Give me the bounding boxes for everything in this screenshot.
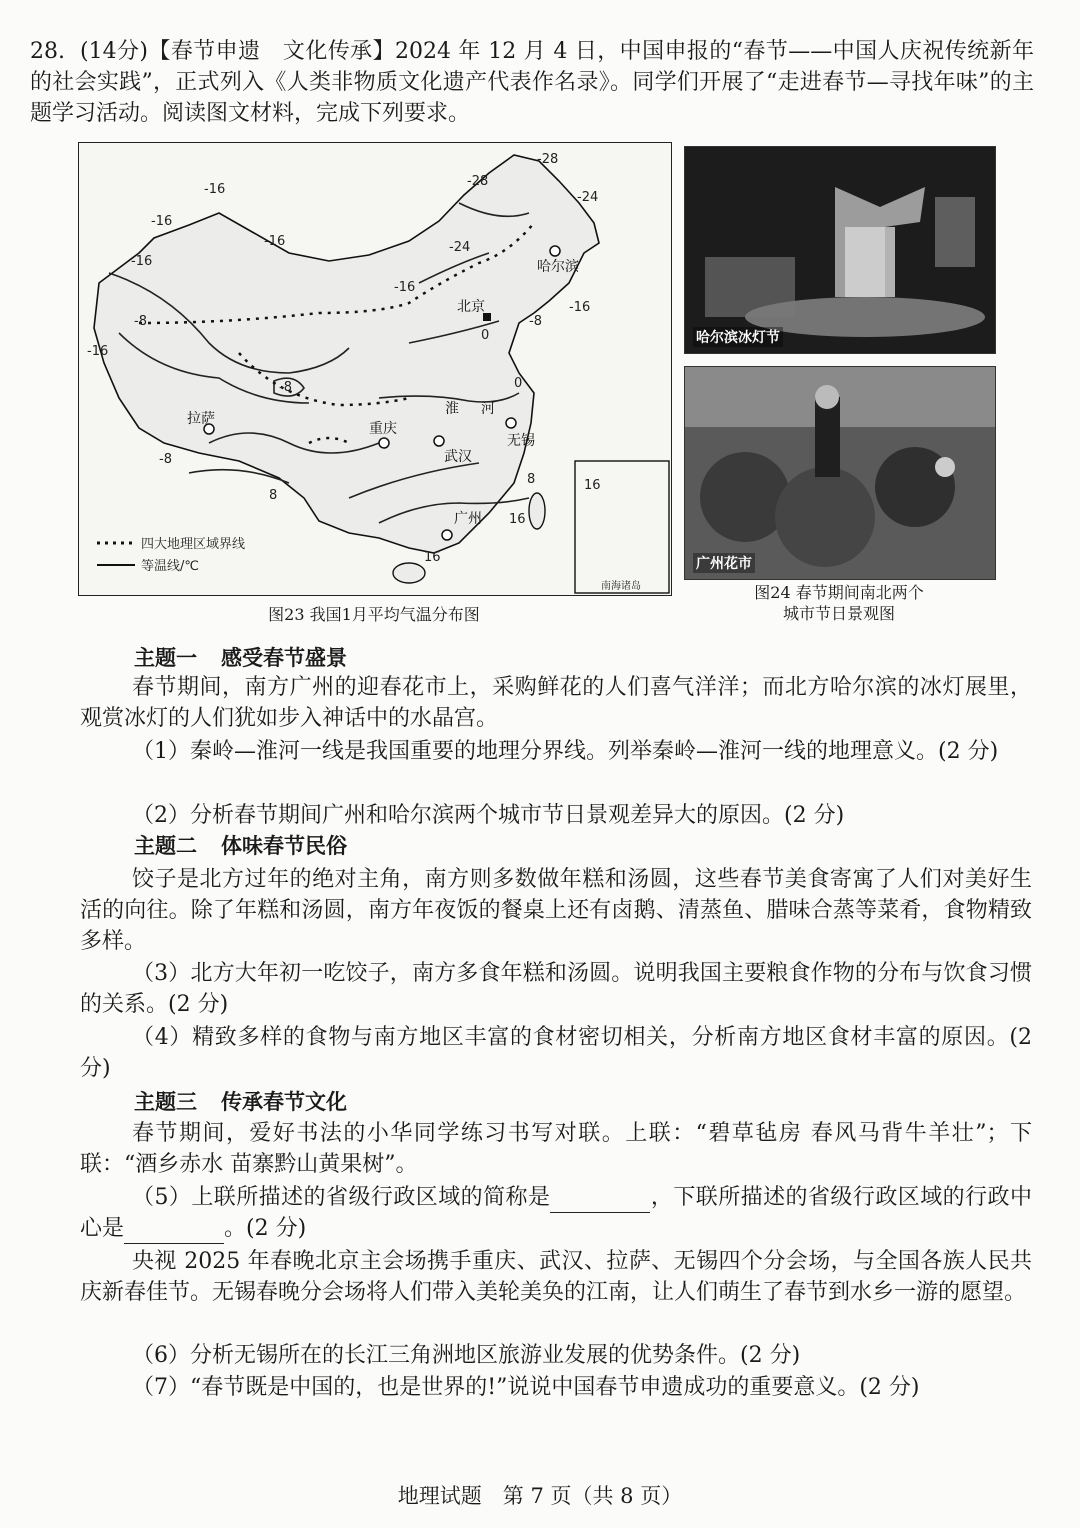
map-legend [97, 536, 245, 574]
isotherm-label: -8 [279, 380, 292, 395]
theme2-title: 体味春节民俗 [221, 834, 347, 858]
isotherm-label: -28 [467, 174, 489, 189]
question-5-part-b: ，下联所描述的省级行政区域的行政中心是 [80, 1185, 1032, 1241]
question-5-part-c: 。(2 分) [224, 1216, 307, 1241]
city-label: 哈尔滨 [537, 259, 579, 275]
question-5 [80, 1182, 1032, 1244]
isotherm-label: -16 [204, 182, 226, 197]
isotherm-label: -8 [529, 314, 542, 329]
isotherm-label: -16 [87, 344, 109, 359]
taiwan-island [529, 493, 545, 529]
south-sea-inset-label: 南海诸岛 [601, 581, 641, 592]
river-label: 淮 [445, 401, 459, 417]
isotherm-label: -16 [151, 214, 173, 229]
legend-boundary-label: 四大地理区域界线 [141, 537, 246, 552]
page-footer: 地理试题 第 7 页（共 8 页） [397, 1484, 683, 1508]
question-4: （4）精致多样的食物与南方地区丰富的食材密切相关，分析南方地区食材丰富的原因。(2 分) [80, 1025, 1032, 1081]
theme1-number: 主题一 [134, 646, 197, 670]
isotherm-label: -24 [577, 190, 599, 205]
guangzhou-flower-market-photo [684, 366, 996, 580]
isotherm-label: -16 [569, 300, 591, 315]
theme1-heading [134, 642, 347, 672]
city-label: 武汉 [444, 449, 472, 465]
theme3-text: 春节期间，爱好书法的小华同学练习书写对联。上联：“碧草毡房 春风马背牛羊壮”；下联：“酒乡赤水 苗寨黔山黄果树”。 [80, 1121, 1032, 1177]
photo-caption-line1: 图24 春节期间南北两个 [754, 583, 924, 602]
question-1: （1）秦岭—淮河一线是我国重要的地理分界线。列举秦岭—淮河一线的地理意义。(2 分) [132, 739, 999, 764]
hainan-island [393, 563, 425, 583]
map-caption: 图23 我国1月平均气温分布图 [268, 605, 480, 624]
theme3-title: 传承春节文化 [221, 1090, 347, 1114]
isotherm-label: -24 [449, 240, 471, 255]
harbin-ice-festival-photo [684, 146, 996, 354]
isotherm-label: -8 [134, 314, 147, 329]
answer-blank-1[interactable] [550, 1192, 650, 1213]
harbin-photo-label: 哈尔滨冰灯节 [693, 327, 783, 347]
theme1-title: 感受春节盛景 [221, 646, 347, 670]
river-label: 河 [481, 401, 495, 417]
isotherm-label: 8 [527, 472, 536, 487]
temperature-map [78, 142, 672, 596]
isotherm-label: 16 [509, 512, 526, 527]
question-2: （2）分析春节期间广州和哈尔滨两个城市节日景观差异大的原因。(2 分) [132, 803, 845, 828]
isotherm-label: 0 [481, 328, 490, 343]
map-svg [79, 143, 671, 595]
question-6: （6）分析无锡所在的长江三角洲地区旅游业发展的优势条件。(2 分) [132, 1343, 801, 1368]
legend-isotherm-label: 等温线/℃ [141, 559, 199, 574]
isotherm-label: -8 [159, 452, 172, 467]
answer-blank-2[interactable] [124, 1223, 224, 1244]
city-label: 北京 [457, 299, 485, 315]
isotherm-label: 0 [514, 376, 523, 391]
question-7: （7）“春节既是中国的，也是世界的!”说说中国春节申遗成功的重要意义。(2 分) [132, 1375, 920, 1400]
photo-caption [684, 582, 994, 624]
isotherm-label: -16 [394, 280, 416, 295]
isotherm-label: -28 [537, 152, 559, 167]
theme3-text-2: 央视 2025 年春晚北京主会场携手重庆、武汉、拉萨、无锡四个分会场，与全国各族人民共庆新春佳节。无锡春晚分会场将人们带入美轮美奂的江南，让人们萌生了春节到水乡一游的愿望。 [80, 1249, 1032, 1305]
isotherm-label: 16 [424, 550, 441, 565]
question-3: （3）北方大年初一吃饺子，南方多食年糕和汤圆。说明我国主要粮食作物的分布与饮食习惯的关系。(2 分) [80, 961, 1032, 1017]
photo-caption-line2: 城市节日景观图 [782, 604, 895, 623]
isotherm-label: -16 [131, 254, 153, 269]
city-label: 重庆 [369, 421, 397, 437]
theme1-text: 春节期间，南方广州的迎春花市上，采购鲜花的人们喜气洋洋；而北方哈尔滨的冰灯展里，观赏冰灯的人们犹如步入神话中的水晶宫。 [80, 675, 1032, 731]
city-label: 广州 [454, 511, 482, 527]
question-intro [30, 36, 1034, 129]
city-label: 拉萨 [187, 411, 215, 427]
theme3-heading [134, 1086, 347, 1116]
isotherm-label: 16 [584, 478, 601, 493]
theme2-number: 主题二 [134, 834, 197, 858]
question-intro-text: (14分)【春节申遗 文化传承】2024 年 12 月 4 日，中国申报的“春节——中国人庆祝传统新年的社会实践”，正式列入《人类非物质文化遗产代表作名录》。同学们开展了“走进春节—寻找年味”的主题学习活动。阅读图文材料，完成下列要求。 [30, 39, 1034, 126]
city-label: 无锡 [507, 433, 535, 449]
isotherm-label: -16 [264, 234, 286, 249]
theme2-heading [134, 830, 347, 860]
guangzhou-photo-label: 广州花市 [693, 553, 755, 573]
isotherm-label: 8 [269, 488, 278, 503]
question-5-part-a: （5）上联所描述的省级行政区域的简称是 [132, 1185, 551, 1210]
question-number: 28. [30, 39, 65, 64]
theme3-number: 主题三 [134, 1090, 197, 1114]
theme2-text: 饺子是北方过年的绝对主角，南方则多数做年糕和汤圆，这些春节美食寄寓了人们对美好生活的向往。除了年糕和汤圆，南方年夜饭的餐桌上还有卤鹅、清蒸鱼、腊味合蒸等菜肴，食物精致多样。 [80, 867, 1032, 954]
